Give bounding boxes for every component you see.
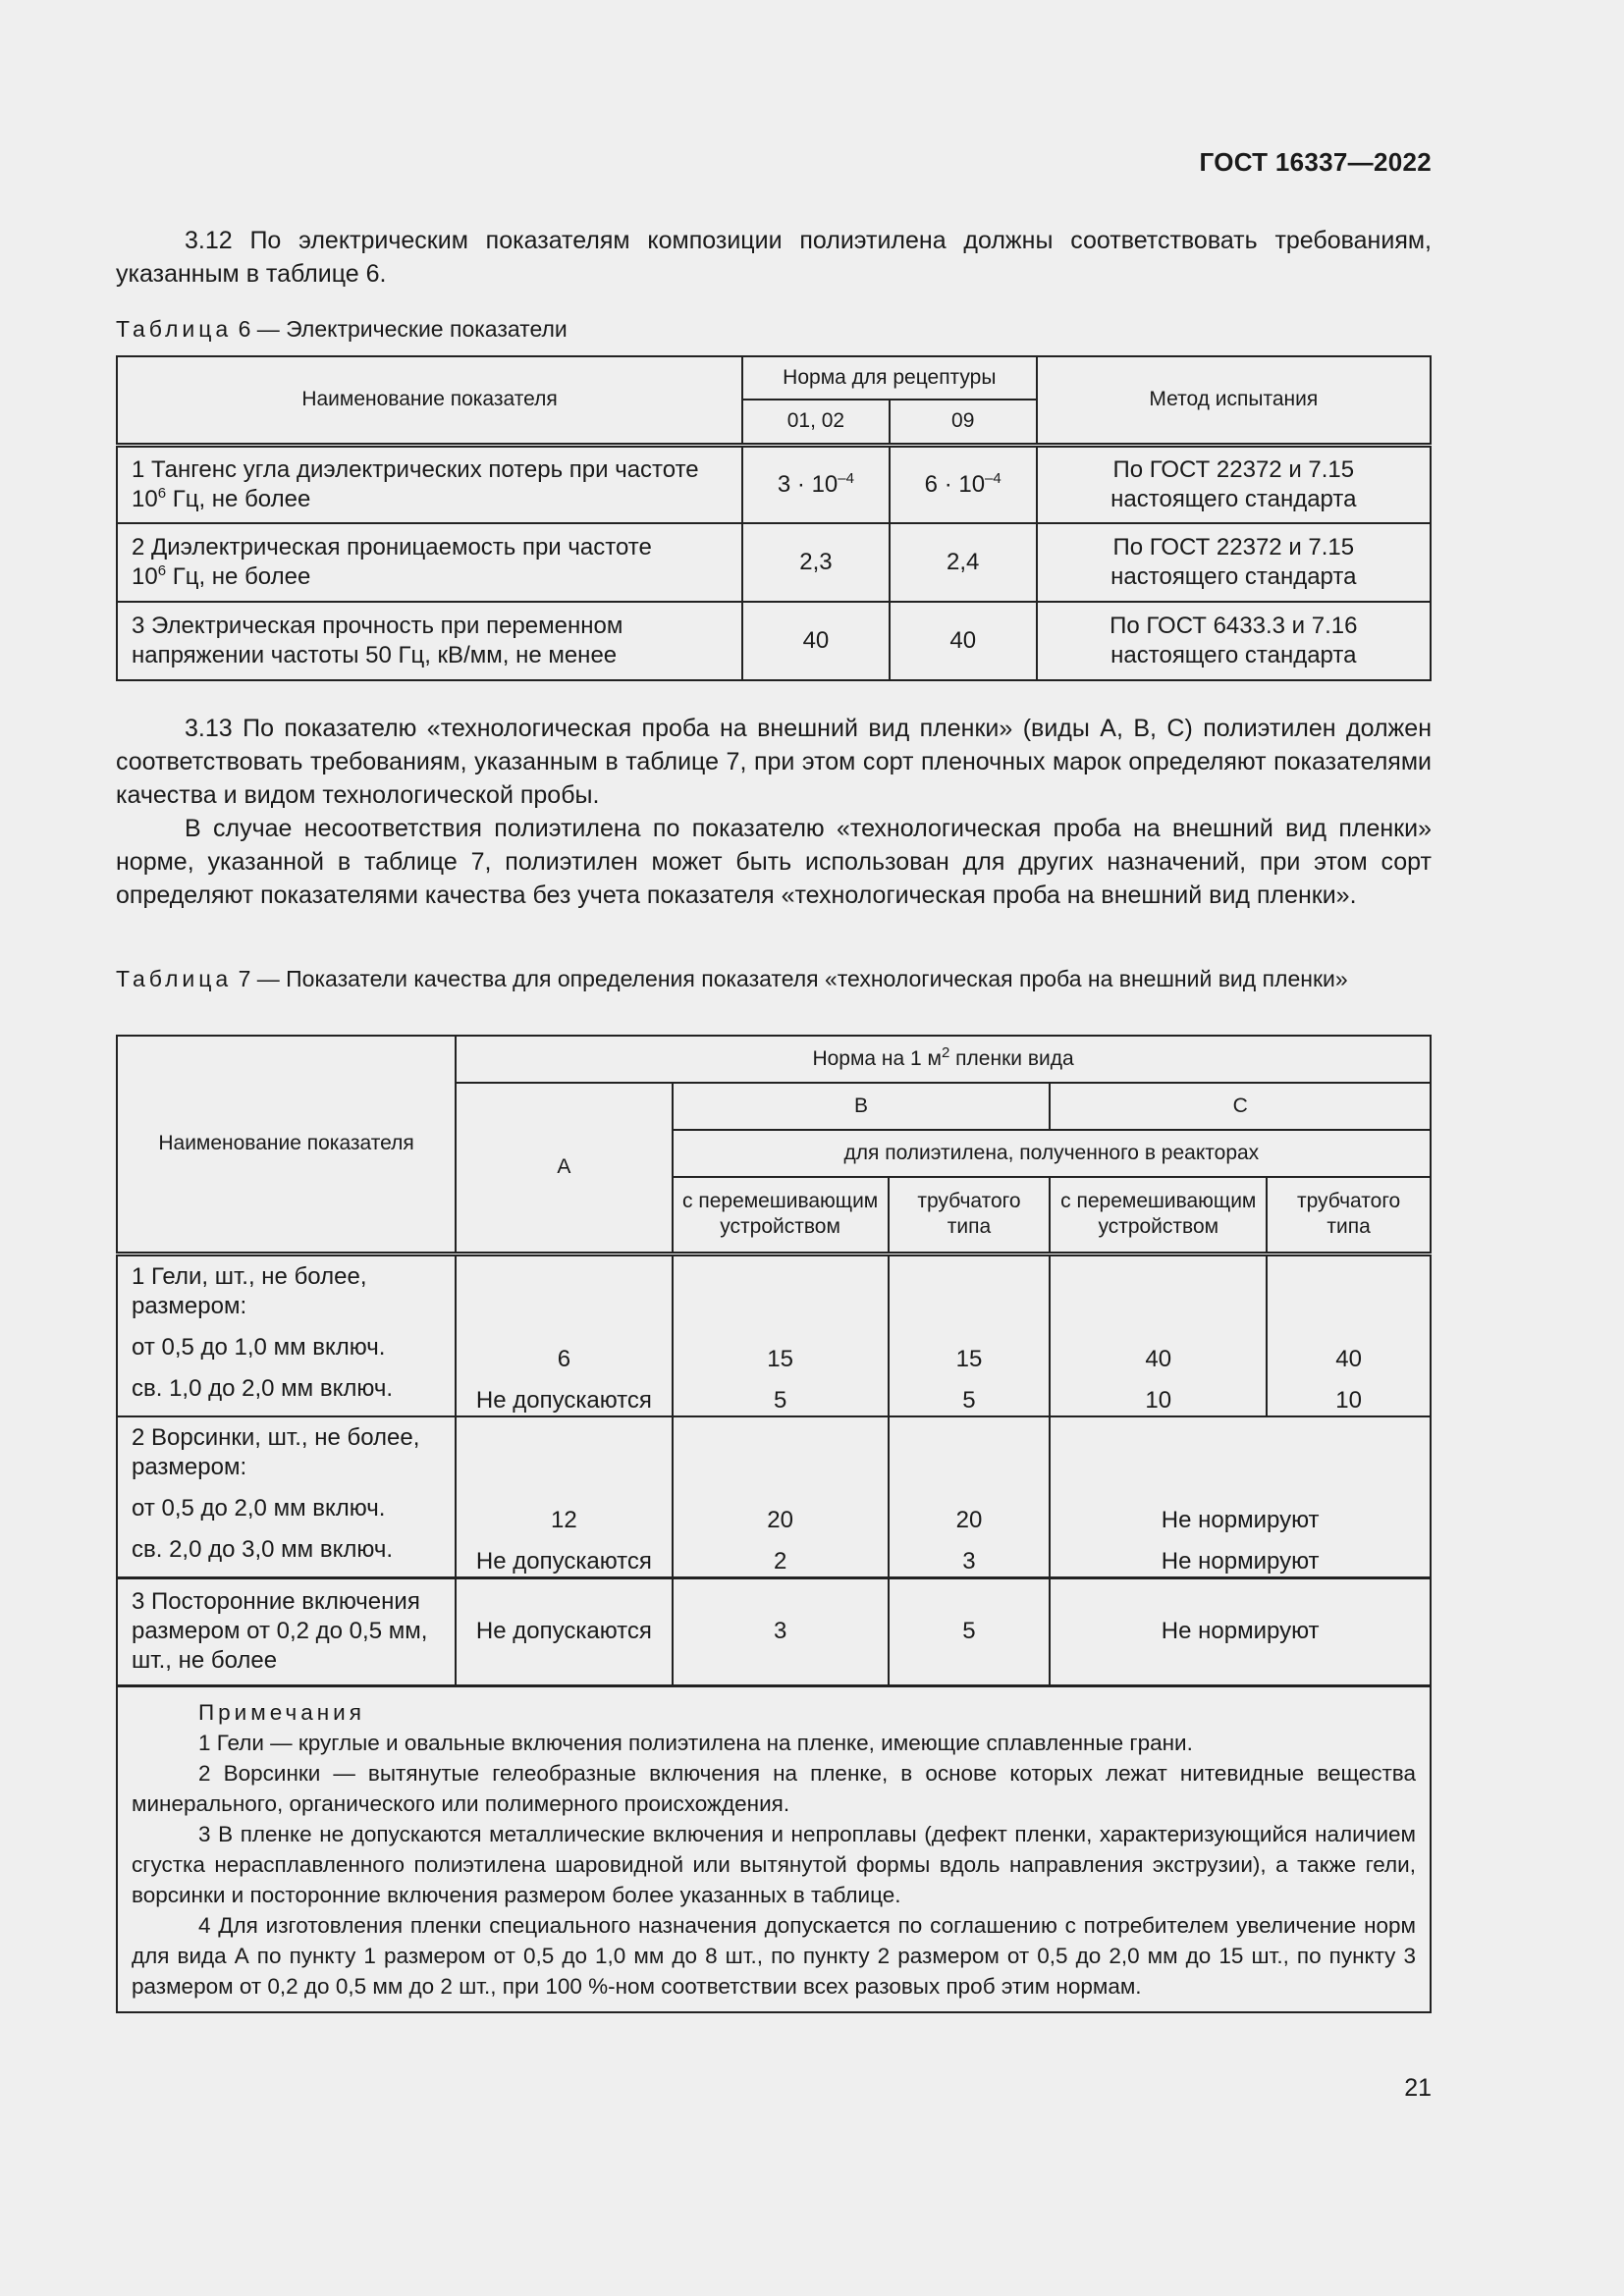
section-3-13-p1: 3.13 По показателю «технологическая проба на внешний вид пленки» (виды А, В, С) полиэтилен должен соответствовать требованиям, указанным в таблице 7, при этом сорт пленочных марок определяют показателями качества и видом технологической пробы. bbox=[116, 715, 1432, 809]
t6-head-name: Наименование показателя bbox=[117, 356, 742, 445]
table7-caption: Таблица 7 — Показатели качества для определения показателя «технологическая проба на внешний вид пленки» bbox=[116, 966, 1348, 991]
t6-r2-v2: 2,4 bbox=[890, 523, 1037, 602]
table-row bbox=[117, 523, 1431, 602]
section-3-12: 3.12 По электрическим показателям композиции полиэтилена должны соответствовать требованиям, указанным в таблице 6. bbox=[116, 227, 1432, 288]
t6-r3-method: По ГОСТ 6433.3 и 7.16 настоящего стандарта bbox=[1037, 602, 1431, 680]
t6-r1-v2: $6 \cdot 10^{-4}$ bbox=[890, 445, 1037, 523]
t7-g2-c: Не нормируют Не нормируют bbox=[1050, 1416, 1431, 1578]
table-row bbox=[117, 1416, 1431, 1578]
t7-head-a: А bbox=[456, 1083, 673, 1254]
note-1: 1 Гели — круглые и овальные включения полиэтилена на пленке, имеющие сплавленные грани. bbox=[198, 1730, 1193, 1755]
t7-head-b-tube: трубчатого типа bbox=[889, 1177, 1051, 1254]
t7-head-c: С bbox=[1050, 1083, 1431, 1130]
t6-r2-v1: 2,3 bbox=[742, 523, 890, 602]
t7-head-norm: Норма на 1 $м^2$ пленки вида bbox=[456, 1036, 1431, 1083]
t7-g1-b1: 15 5 bbox=[673, 1254, 889, 1416]
t6-head-method: Метод испытания bbox=[1037, 356, 1431, 445]
t6-r3-name: 3 Электрическая прочность при переменном напряжении частоты 50 Гц, кВ/мм, не менее bbox=[117, 602, 742, 680]
t7-g1-label: 1 Гели, шт., не более, размером: от 0,5 до 1,0 мм включ. св. 1,0 до 2,0 мм включ. bbox=[117, 1254, 456, 1416]
table-7 bbox=[116, 1035, 1432, 2013]
t7-g1-b2: 15 5 bbox=[889, 1254, 1051, 1416]
notes-heading: Примечания bbox=[198, 1699, 365, 1725]
t7-head-c-stir: с перемешивающим устройством bbox=[1050, 1177, 1267, 1254]
t7-head-b: В bbox=[673, 1083, 1051, 1130]
t7-head-b-stir: с перемешивающим устройством bbox=[673, 1177, 889, 1254]
table-row bbox=[117, 602, 1431, 680]
t7-g3-c: Не нормируют bbox=[1050, 1577, 1431, 1685]
note-4: 4 Для изготовления пленки специального назначения допускается по соглашению с потребителем увеличение норм для вида А по пункту 1 размером от 0,5 до 1,0 мм до 8 шт., по пункту 2 размером от 0,5 до 2,0 мм до 15 шт., по пункту 3 размером от 0,2 до 0,5 мм до 2 шт., при 100 %-ном соответствии всех разовых проб этим нормам. bbox=[132, 1912, 1416, 1999]
table6-caption bbox=[116, 314, 1432, 345]
t7-head-reactors: для полиэтилена, полученного в реакторах bbox=[673, 1130, 1431, 1177]
t7-g2-b2: 20 3 bbox=[889, 1416, 1051, 1578]
t7-g3-label: 3 Посторонние включения размером от 0,2 до 0,5 мм, шт., не более bbox=[117, 1577, 456, 1685]
t7-head-name: Наименование показателя bbox=[117, 1036, 456, 1254]
t6-r3-v1: 40 bbox=[742, 602, 890, 680]
t6-head-norm: Норма для рецептуры bbox=[742, 356, 1037, 400]
t6-r2-name: 2 Диэлектрическая проницаемость при частоте $10^6$ Гц, не более bbox=[117, 523, 742, 602]
t7-g3-b1: 3 bbox=[673, 1577, 889, 1685]
t6-r3-v2: 40 bbox=[890, 602, 1037, 680]
t7-g2-label: 2 Ворсинки, шт., не более, размером: от 0,5 до 2,0 мм включ. св. 2,0 до 3,0 мм включ. bbox=[117, 1416, 456, 1578]
table-row bbox=[117, 445, 1431, 523]
table-row bbox=[117, 1577, 1431, 1685]
t7-g3-a: Не допускаются bbox=[456, 1577, 673, 1685]
note-3: 3 В пленке не допускаются металлические включения и непроплавы (дефект пленки, характеризующийся наличием сгустка нерасплавленного полиэтилена шаровидной или вытянутой формы вдоль направления экструзии), а также гели, ворсинки и посторонние включения размером более указанных в таблице. bbox=[132, 1821, 1416, 1907]
t6-r1-method: По ГОСТ 22372 и 7.15 настоящего стандарта bbox=[1037, 445, 1431, 523]
table6-caption-prefix: Таблица bbox=[116, 316, 233, 342]
t7-g1-a: 6 Не допускаются bbox=[456, 1254, 673, 1416]
t6-r1-name: 1 Тангенс угла диэлектрических потерь при частоте $10^6$ Гц, не более bbox=[117, 445, 742, 523]
t6-r2-method: По ГОСТ 22372 и 7.15 настоящего стандарта bbox=[1037, 523, 1431, 602]
note-2: 2 Ворсинки — вытянутые гелеобразные включения на пленке, в основе которых лежат нитевидные вещества минерального, органического или полимерного происхождения. bbox=[132, 1760, 1416, 1816]
table-row bbox=[117, 1254, 1431, 1416]
table-6 bbox=[116, 355, 1432, 681]
t7-g1-c1: 40 10 bbox=[1050, 1254, 1267, 1416]
t6-head-sub2: 09 bbox=[890, 400, 1037, 445]
t7-head-c-tube: трубчатого типа bbox=[1267, 1177, 1431, 1254]
document-code: ГОСТ 16337—2022 bbox=[1199, 147, 1432, 177]
t6-head-sub1: 01, 02 bbox=[742, 400, 890, 445]
t7-g2-a: 12 Не допускаются bbox=[456, 1416, 673, 1578]
t7-g3-b2: 5 bbox=[889, 1577, 1051, 1685]
page-number: 21 bbox=[1404, 2074, 1432, 2102]
t7-g1-c2: 40 10 bbox=[1267, 1254, 1431, 1416]
t6-r1-v1: $3 \cdot 10^{-4}$ bbox=[742, 445, 890, 523]
t7-g2-b1: 20 2 bbox=[673, 1416, 889, 1578]
t7-notes bbox=[117, 1685, 1431, 2012]
table6-caption-text: 6 — Электрические показатели bbox=[232, 316, 568, 342]
section-3-13-p2: В случае несоответствия полиэтилена по показателю «технологическая проба на внешний вид пленки» норме, указанной в таблице 7, полиэтилен может быть использован для других назначений, при этом сорт определяют показателями качества без учета показателя «технологическая проба на внешний вид пленки». bbox=[116, 815, 1432, 909]
